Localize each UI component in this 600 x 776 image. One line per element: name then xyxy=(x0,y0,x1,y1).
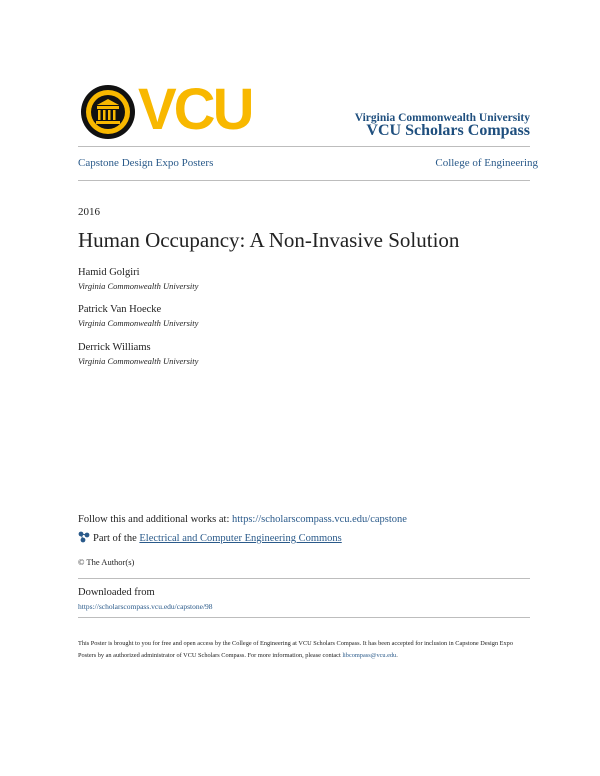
vcu-seal-logo xyxy=(80,84,136,140)
capstone-url-link[interactable]: https://scholarscompass.vcu.edu/capstone xyxy=(232,514,407,525)
footer-notice xyxy=(78,638,530,662)
divider xyxy=(78,146,530,147)
author-name: Patrick Van Hoecke xyxy=(78,304,162,315)
follow-line xyxy=(78,514,407,525)
document-title: Human Occupancy: A Non-Invasive Solution xyxy=(78,228,460,252)
vcu-wordmark: VCU xyxy=(138,77,252,142)
download-url-link[interactable]: https://scholarscompass.vcu.edu/capstone/98 xyxy=(78,602,213,611)
author-affiliation: Virginia Commonwealth University xyxy=(78,318,199,328)
author-affiliation: Virginia Commonwealth University xyxy=(78,281,199,291)
author-affiliation: Virginia Commonwealth University xyxy=(78,356,199,366)
footer-end: . xyxy=(396,652,398,659)
publication-year: 2016 xyxy=(78,206,100,218)
ece-commons-link[interactable]: Electrical and Computer Engineering Commons xyxy=(139,533,342,544)
downloaded-from-label: Downloaded from xyxy=(78,587,155,598)
divider xyxy=(78,617,530,618)
author-name: Hamid Golgiri xyxy=(78,267,140,278)
divider xyxy=(78,578,530,579)
contact-email-link[interactable]: libcompass@vcu.edu xyxy=(342,652,397,659)
divider xyxy=(78,180,530,181)
footer-text: This Poster is brought to you for free and open access by the College of Engineering at VCU Scholars Compass. It has been accepted for inclusion in Capstone Design Expo Posters by an authorized administrator of VCU Scholars Compass. For more information, please contact xyxy=(78,640,513,659)
repository-name[interactable]: VCU Scholars Compass xyxy=(366,122,530,139)
copyright-notice: © The Author(s) xyxy=(78,557,135,567)
follow-label: Follow this and additional works at: xyxy=(78,514,232,525)
part-of-line xyxy=(78,531,342,544)
university-name: Virginia Commonwealth University xyxy=(354,112,530,124)
college-link[interactable]: College of Engineering xyxy=(435,157,538,169)
author-name: Derrick Williams xyxy=(78,342,151,353)
commons-network-icon xyxy=(78,531,90,543)
collection-link[interactable]: Capstone Design Expo Posters xyxy=(78,157,214,169)
part-label: Part of the xyxy=(93,533,140,544)
